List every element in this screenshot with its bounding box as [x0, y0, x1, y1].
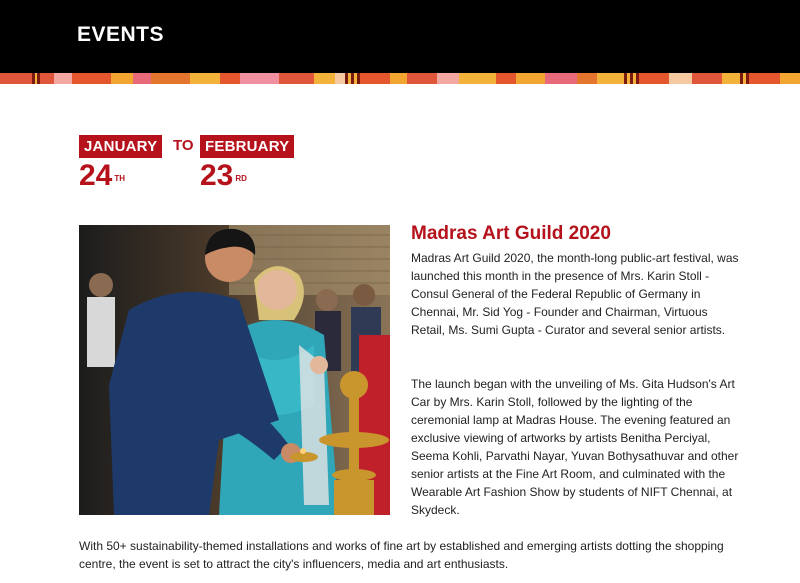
date-connector: TO [173, 137, 194, 154]
start-day-number: 24 [79, 159, 113, 192]
start-date [79, 135, 162, 191]
article-footer-paragraph: With 50+ sustainability-themed installations and works of fine art by established and emerging artists dotting the shopping centre, the event is set to attract the city's influencers, media and art enthusiasts. [79, 539, 724, 571]
header-bar [0, 0, 800, 73]
end-day-suffix: RD [235, 174, 247, 183]
article-paragraph-1: Madras Art Guild 2020, the month-long public-art festival, was launched this month in the presence of Mrs. Karin Stoll - Consul General of the Federal Republic of Germany in Chennai, Mr. Sid Yog - Founder and Chairman, Virtuous Retail, Ms. Sumi Gupta - Curator and several senior artists. [411, 251, 739, 337]
end-month: FEBRUARY [200, 135, 294, 158]
end-day [200, 161, 294, 191]
event-photo [79, 225, 390, 515]
article-title: Madras Art Guild 2020 [411, 223, 611, 244]
end-day-number: 23 [200, 159, 234, 192]
end-date [200, 135, 294, 191]
start-day [79, 161, 162, 191]
page-title: EVENTS [77, 23, 165, 46]
decorative-stripe [0, 73, 800, 84]
article-paragraph-2: The launch began with the unveiling of Ms. Gita Hudson's Art Car by Mrs. Karin Stoll, followed by the lighting of the ceremonial lamp at Madras House. The evening featured an exclusive viewing of artworks by artists Benitha Perciyal, Seema Kohli, Parvathi Nayar, Yuvan Bothysathuvar and other senior artists at the Fine Art Room, and culminated with the Wearable Art Fashion Show by students of NIFT Chennai, at Skydeck. [411, 377, 739, 517]
start-month: JANUARY [79, 135, 162, 158]
start-day-suffix: TH [114, 174, 126, 183]
